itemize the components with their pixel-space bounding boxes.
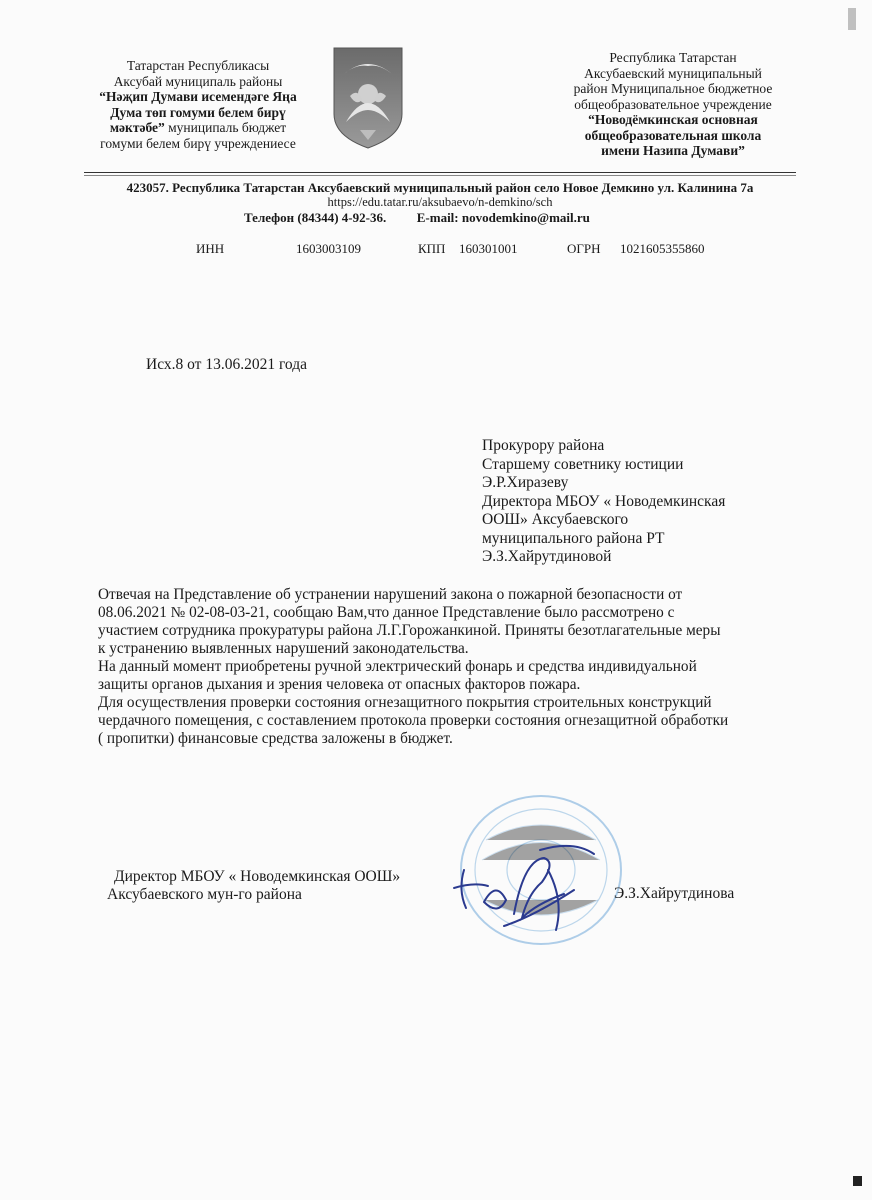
kpp-value: 160301001 xyxy=(459,241,518,256)
header-right-block xyxy=(558,50,788,159)
header-phone: Телефон (84344) 4-92-36. xyxy=(244,210,387,225)
ogrn-label: ОГРН xyxy=(567,241,601,256)
header-right-line2: Аксубаевский муниципальный xyxy=(584,65,762,81)
addressee-line: Директора МБОУ « Новодемкинская xyxy=(482,492,726,510)
signature-title xyxy=(107,868,400,904)
outgoing-number: Исх.8 от 13.06.2021 года xyxy=(146,356,307,373)
signature-title-line1: Директор МБОУ « Новодемкинская ООШ» xyxy=(114,868,401,885)
addressee-line: муниципального района РТ xyxy=(482,529,665,547)
header-divider-top xyxy=(84,172,796,173)
header-website: https://edu.tatar.ru/aksubaevo/n-demkino/sch xyxy=(327,195,553,209)
body-line: 08.06.2021 № 02-08-03-21, сообщаю Вам,что данное Представление было рассмотрено с xyxy=(98,604,675,621)
body-line: На данный момент приобретены ручной электрический фонарь и средства индивидуальной xyxy=(98,658,697,675)
ogrn-value: 1021605355860 xyxy=(620,241,705,256)
addressee-block xyxy=(482,437,725,567)
header-left-line4: Дума төп гомуми белем бирү xyxy=(110,104,286,120)
signature-title-line2: Аксубаевского мун-го района xyxy=(107,886,302,903)
body-line: ( пропитки) финансовые средства заложены в бюджет. xyxy=(98,730,453,747)
signature-name: Э.З.Хайрутдинова xyxy=(614,885,735,902)
header-address: 423057. Республика Татарстан Аксубаевский муниципальный район село Новое Демкино ул. Калинина 7а xyxy=(126,180,754,195)
body-line: Для осуществления проверки состояния огнезащитного покрытия строительных конструкций xyxy=(98,694,712,711)
addressee-line: Э.З.Хайрутдиновой xyxy=(482,548,612,565)
header-left-line6: гомуми белем бирү учреждениесе xyxy=(100,135,296,151)
header-right-line5: “Новодёмкинская основная xyxy=(588,112,758,127)
addressee-line: Старшему советнику юстиции xyxy=(482,455,684,473)
addressee-line: Прокурору района xyxy=(482,437,605,454)
addressee-line: Э.Р.Хиразеву xyxy=(482,474,569,491)
coat-of-arms-icon xyxy=(330,44,406,150)
body-line: защиты органов дыхания и зрения человека от опасных факторов пожара. xyxy=(98,676,581,693)
body-line: Отвечая на Представление об устранении нарушений закона о пожарной безопасности от xyxy=(98,586,683,603)
header-email: E-mail: novodemkino@mail.ru xyxy=(416,210,590,225)
header-left-line2: Аксубай муниципаль районы xyxy=(113,73,283,89)
header-left-block xyxy=(78,58,318,151)
inn-label: ИНН xyxy=(196,241,225,256)
body-line: участием сотрудника прокуратуры района Л.Г.Горожанкиной. Приняты безотлагательные меры xyxy=(98,622,721,639)
header-left-line3: “Нәҗип Думави исемендәге Яңа xyxy=(99,89,297,104)
header-right-line6: общеобразовательная школа xyxy=(584,127,762,143)
body-line: к устранению выявленных нарушений законодательства. xyxy=(98,640,469,657)
inn-value: 1603003109 xyxy=(296,241,361,256)
header-right-line7: имени Назипа Думави” xyxy=(601,143,745,158)
scan-edge-mark xyxy=(848,8,856,30)
header-left-line1: Татарстан Республикасы xyxy=(126,58,270,73)
scan-edge-mark xyxy=(853,1176,862,1186)
header-contacts xyxy=(244,210,590,226)
letter-body xyxy=(98,586,728,748)
header-divider-bottom xyxy=(84,175,796,176)
body-line: чердачного помещения, с составлением протокола проверки состояния огнезащитной обработки xyxy=(98,712,729,729)
header-right-line1: Республика Татарстан xyxy=(609,50,737,65)
addressee-line: ООШ» Аксубаевского xyxy=(482,511,629,528)
header-right-line4: общеобразовательное учреждение xyxy=(574,96,772,112)
header-right-line3: район Муниципальное бюджетное xyxy=(573,81,773,96)
header-left-line5: мәктәбе” муниципаль бюджет xyxy=(109,120,287,135)
handwritten-signature xyxy=(444,830,614,940)
kpp-label: КПП xyxy=(418,241,446,256)
